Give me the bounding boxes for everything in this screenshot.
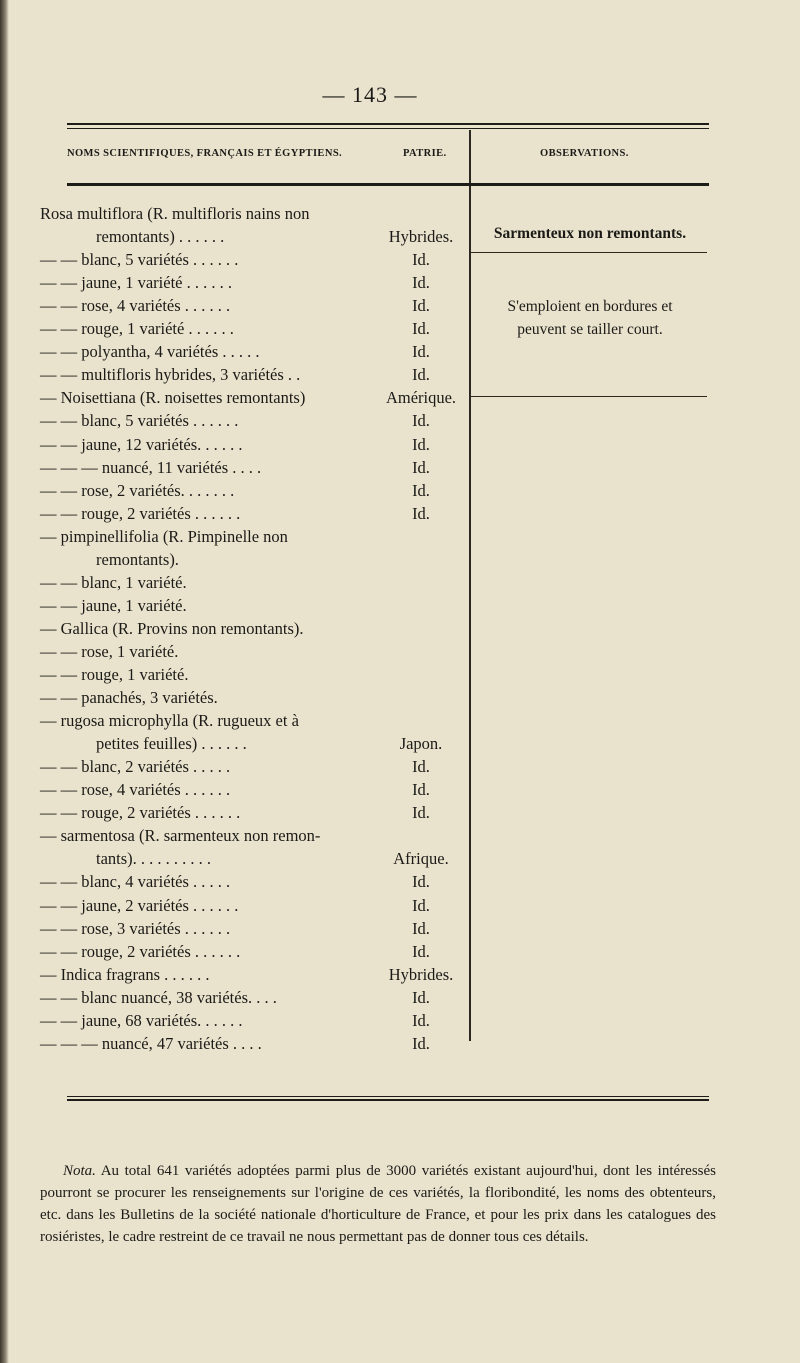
page-number: — 143 —	[322, 82, 418, 107]
variety-name: — rugosa microphylla (R. rugueux et à	[40, 711, 299, 731]
table-row	[0, 870, 800, 893]
table-row	[0, 847, 800, 870]
variety-name: — Noisettiana (R. noisettes remontants)	[40, 388, 306, 408]
patrie-cell: Japon.	[399, 734, 443, 754]
table-row	[0, 525, 800, 548]
variety-name: remontants) . . . . . .	[96, 227, 225, 247]
patrie-cell: Id.	[412, 342, 430, 362]
table-row	[0, 640, 800, 663]
patrie-cell: Id.	[412, 273, 430, 293]
patrie-cell: Id.	[412, 780, 430, 800]
variety-name: — — rouge, 1 variété.	[40, 665, 189, 684]
variety-name: — — rouge, 2 variétés . . . . . .	[40, 803, 241, 823]
patrie-cell: Amérique.	[385, 388, 457, 408]
variety-name: Rosa multiflora (R. multifloris nains non	[40, 204, 310, 223]
table-row	[0, 963, 800, 986]
header-column-divider	[469, 130, 471, 183]
table-row	[0, 433, 800, 456]
footnote	[40, 1160, 716, 1248]
variety-name: — — panachés, 3 variétés.	[40, 688, 218, 708]
patrie-cell: Id.	[412, 503, 430, 523]
table-row	[0, 1032, 800, 1055]
patrie-cell: Id.	[412, 250, 430, 270]
table-row	[0, 917, 800, 940]
table-row	[0, 409, 800, 432]
table-bottom-rule	[67, 1096, 709, 1097]
table-bottom-rule-thick	[67, 1099, 709, 1101]
variety-name: — — multifloris hybrides, 3 variétés . .	[40, 365, 301, 385]
observation-divider-1	[471, 252, 707, 253]
table-row	[0, 755, 800, 778]
patrie-cell: Hybrides.	[388, 227, 454, 247]
table-row	[0, 548, 800, 571]
patrie-cell: Hybrides.	[388, 964, 454, 984]
footnote-label: Nota.	[63, 1163, 96, 1179]
table-row	[0, 594, 800, 617]
observation-bordures-line2: peuvent se tailler court.	[517, 321, 663, 338]
table-row	[0, 732, 800, 755]
patrie-cell: Id.	[412, 411, 430, 431]
variety-name: — Indica fragrans . . . . . .	[40, 964, 210, 984]
header-top-rule-thin	[67, 128, 709, 129]
variety-name: — — blanc, 2 variétés . . . . .	[40, 757, 231, 777]
table-row	[0, 686, 800, 709]
patrie-cell: Id.	[412, 319, 430, 339]
patrie-cell: Id.	[412, 872, 430, 892]
patrie-cell: Id.	[412, 480, 430, 500]
patrie-cell: Id.	[412, 365, 430, 385]
variety-name: — — jaune, 12 variétés. . . . . .	[40, 434, 243, 454]
variety-name: — — jaune, 68 variétés. . . . . .	[40, 1010, 243, 1030]
variety-name: — — polyantha, 4 variétés . . . . .	[40, 342, 260, 362]
table-row	[0, 801, 800, 824]
variety-name: — — — nuancé, 47 variétés . . . .	[40, 1033, 262, 1053]
variety-name: — — blanc, 5 variétés . . . . . .	[40, 411, 239, 431]
table-row	[0, 202, 800, 225]
table-row	[0, 1009, 800, 1032]
table-row	[0, 271, 800, 294]
variety-name: — — jaune, 1 variété . . . . . .	[40, 273, 232, 293]
patrie-cell: Id.	[412, 434, 430, 454]
table-row	[0, 663, 800, 686]
variety-name: — — rose, 2 variétés. . . . . . .	[40, 480, 235, 500]
table-row	[0, 824, 800, 847]
patrie-cell: Id.	[412, 918, 430, 938]
column-header-patrie: PATRIE.	[403, 148, 447, 159]
table-row	[0, 502, 800, 525]
variety-name: — — jaune, 2 variétés . . . . . .	[40, 895, 239, 915]
table-row	[0, 386, 800, 409]
patrie-cell: Id.	[412, 296, 430, 316]
variety-name: — — blanc nuancé, 38 variétés. . . .	[40, 987, 277, 1007]
column-header-observations: OBSERVATIONS.	[540, 148, 629, 159]
patrie-cell: Id.	[412, 457, 430, 477]
column-header-names: NOMS SCIENTIFIQUES, FRANÇAIS ET ÉGYPTIENS.	[67, 148, 343, 159]
variety-name: petites feuilles) . . . . . .	[96, 734, 247, 754]
patrie-cell: Id.	[412, 1010, 430, 1030]
variety-name: — — blanc, 4 variétés . . . . .	[40, 872, 231, 892]
table-row	[0, 340, 800, 363]
patrie-cell: Id.	[412, 803, 430, 823]
observation-bordures-line1: S'emploient en bordures et	[507, 298, 673, 315]
variety-name: — — rouge, 2 variétés . . . . . .	[40, 503, 241, 523]
table-row	[0, 986, 800, 1009]
table-row	[0, 363, 800, 386]
variety-name: — Gallica (R. Provins non remontants).	[40, 618, 304, 638]
patrie-cell: Id.	[412, 895, 430, 915]
patrie-cell: Id.	[412, 1033, 430, 1053]
table-row	[0, 778, 800, 801]
table-row	[0, 617, 800, 640]
variety-name: — — jaune, 1 variété.	[40, 595, 187, 615]
variety-name: — — rose, 1 variété.	[40, 641, 179, 661]
table-row	[0, 709, 800, 732]
patrie-cell: Afrique.	[393, 849, 449, 869]
variety-name: — — — nuancé, 11 variétés . . . .	[40, 457, 262, 477]
patrie-cell: Id.	[412, 757, 430, 777]
header-bottom-rule	[67, 183, 709, 186]
variety-name: — — rose, 4 variétés . . . . . .	[40, 296, 231, 316]
variety-name: — — rose, 4 variétés . . . . . .	[40, 780, 231, 800]
variety-name: tants). . . . . . . . . .	[96, 849, 212, 869]
header-top-rule	[67, 123, 709, 125]
observation-sarmenteux: Sarmenteux non remontants.	[493, 225, 687, 242]
variety-name: — — blanc, 1 variété.	[40, 572, 187, 592]
table-row	[0, 479, 800, 502]
table-row	[0, 456, 800, 479]
variety-name: — — rouge, 1 variété . . . . . .	[40, 319, 234, 339]
table-row	[0, 940, 800, 963]
footnote-text: Au total 641 variétés adoptées parmi plus de 3000 variétés existant aujourd'hui, dont les intéressés pourront se procurer les renseignements sur l'origine de ces variétés, la floribondité, les noms des obtenteurs, etc. dans les Bulletins de la société nationale d'horticulture de France, et pour les prix dans les catalogues des rosiéristes, le cadre restreint de ce travail ne nous permettant pas de donner tous ces détails.	[40, 1163, 716, 1245]
variety-name: — pimpinellifolia (R. Pimpinelle non	[40, 526, 288, 546]
variety-name: — — rose, 3 variétés . . . . . .	[40, 918, 231, 938]
variety-name: remontants).	[96, 549, 179, 569]
patrie-cell: Id.	[412, 941, 430, 961]
observation-divider-2	[471, 396, 707, 397]
variety-name: — sarmentosa (R. sarmenteux non remon-	[40, 826, 321, 846]
variety-name: — — blanc, 5 variétés . . . . . .	[40, 250, 239, 270]
variety-name: — — rouge, 2 variétés . . . . . .	[40, 941, 241, 961]
table-row	[0, 894, 800, 917]
patrie-cell: Id.	[412, 987, 430, 1007]
table-row	[0, 571, 800, 594]
